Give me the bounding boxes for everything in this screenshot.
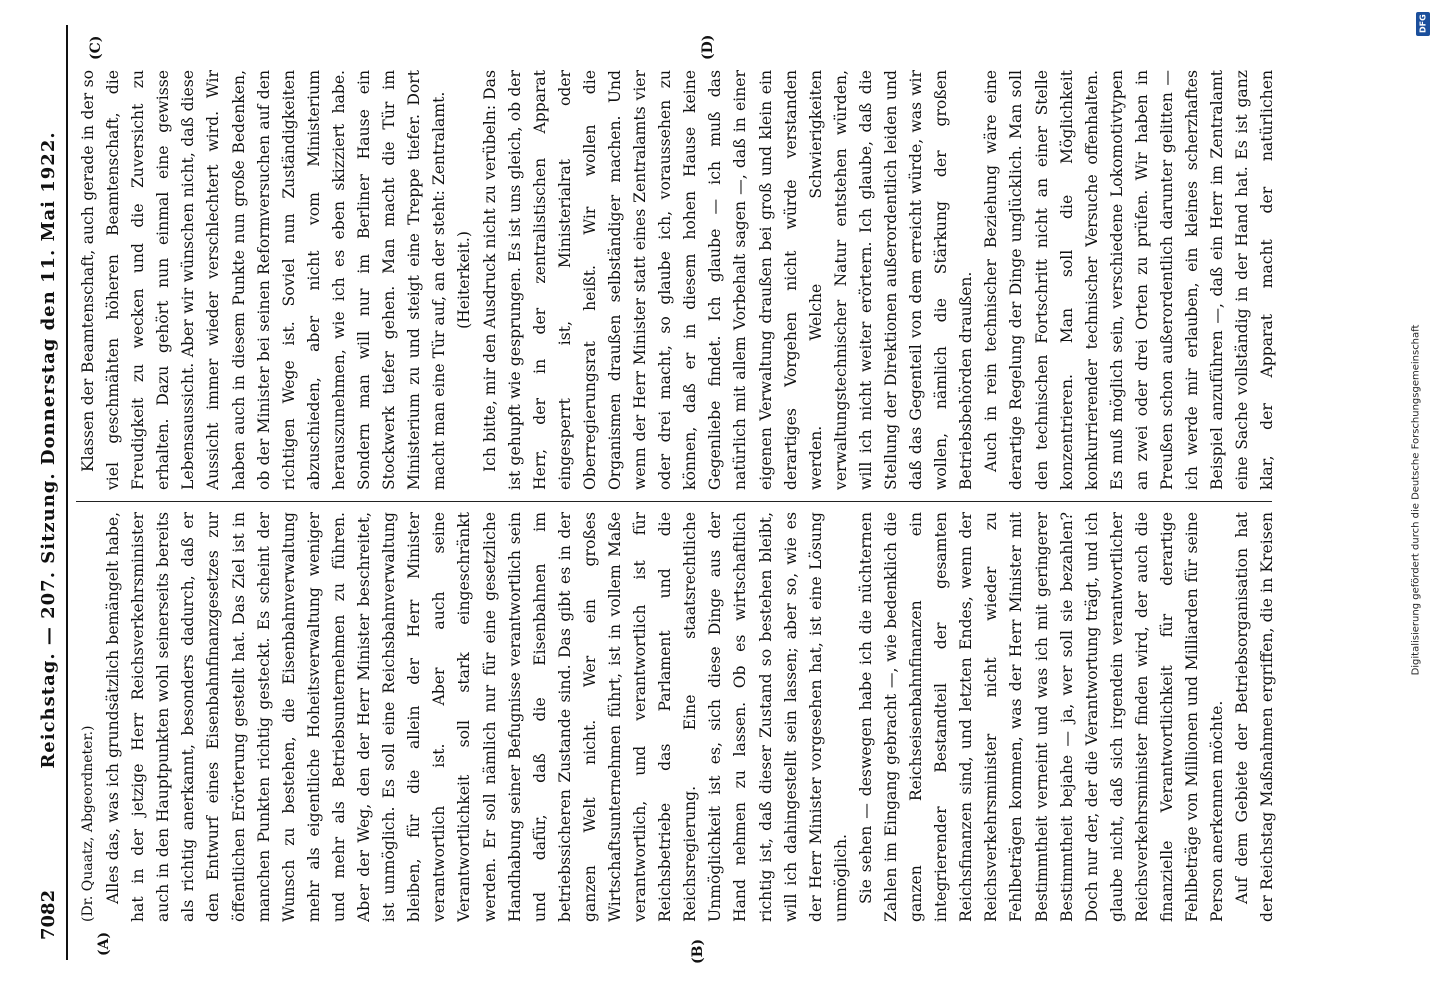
text-paragraph: Auf dem Gebiete der Betriebsorganisation hat der Reichstag Maßnahmen ergriffen, die in Kreisen [1233, 512, 1276, 922]
left-text-column [76, 512, 1276, 922]
text-paragraph: Alles das, was ich grundsätzlich bemängelt habe, hat in der jetzige Herr Reichsverkehrsminister auch in den Hauptpunkten wohl seinerseits bereits als richtig anerkannt, besonders dadurch, daß er den Entwurf eines Eisenbahnfinanzgesetzes zur öffentlichen Erörterung gestellt hat. Das Ziel ist in manchen Punkten richtig gesteckt. Es scheint der Wunsch zu bestehen, die Eisenbahnverwaltung mehr als eigentliche Hoheitsverwaltung weniger und mehr als Betriebsunternehmen zu führen. Aber der Weg, den der Herr Minister beschreitet, ist unmöglich. Es soll eine Reichsbahnverwaltung bleiben, für die allein der Herr Minister verantwortlich ist. Aber auch seine Verantwortlichkeit soll stark eingeschränkt werden. Er soll nämlich nur für eine gesetzliche Handhabung seiner Befugnisse verantwortlich sein und dafür, daß die Eisenbahnen im betriebssicheren Zustande sind. Das gibt es in der ganzen Welt nicht. Wer ein großes Wirtschaftsunternehmen führt, ist in vollem Maße verantwortlich, und verantwortlich ist für Reichsbetriebe das Parlament und die Reichsregierung. Eine staatsrechtliche Unmöglichkeit ist es, sich diese Dinge aus der Hand nehmen zu lassen. Ob es wirtschaftlich richtig ist, daß dieser Zustand so bestehen bleibt, will ich dahingestellt sein lassen; aber so, wie es der Herr Minister vorgesehen hat, ist eine Lösung unmöglich. [104, 512, 850, 922]
dfg-logo: DFG [1416, 12, 1430, 36]
margin-mark-d: (D) [700, 34, 716, 60]
column-divider [76, 501, 1272, 502]
text-paragraph: Ich bitte, mir den Ausdruck nicht zu verübeln: Das ist gehupft wie gesprungen. Es ist uns gleich, ob der Herr, der in der zentralistischen Apparat eingesperrt ist, Ministerialrat oder Oberregierungsrat heißt. Wir wollen die Organismen draußen selbständiger machen. Und wenn der Herr Minister statt eines Zentralamts vier oder drei macht, so glaube ich, voraussehen zu können, daß er in diesem hohen Hause keine Gegenliebe findet. Ich glaube — ich muß das natürlich mit allem Vorbehalt sagen —, daß in einer eigenen Verwaltung draußen bei groß und klein ein derartiges Vorgehen nicht würde verstanden werden. Welche Schwierigkeiten verwaltungstechnischer Natur entstehen würden, will ich nicht weiter erörtern. Ich glaube, daß die Stellung der Direktionen außerordentlich leiden und daß das Gegenteil von dem erreicht würde, was wir wollen, nämlich die Stärkung der großen Betriebsbehörden draußen. [480, 70, 976, 490]
text-paragraph: Sie sehen — deswegen habe ich die nüchternen Zahlen im Eingang gebracht —, wie bedenklich die ganzen Reichseisenbahnfinanzen ein integrierender Bestandteil der gesamten Reichsfinanzen sind, und letzten Endes, wenn der Reichsverkehrsminister nicht wieder zu Fehlbeträgen kommen, was der Herr Minister mit Bestimmtheit verneint und was ich mit geringerer Bestimmtheit bejahe — ja, wer soll sie bezahlen? Doch nur der, der die Verantwortung trägt, und ich glaube nicht, daß sich irgendein verantwortlicher Reichsverkehrsminister finden wird, der auch die finanzielle Verantwortlichkeit für derartige Fehlbeträge von Millionen und Milliarden für seine Person anerkennen möchte. [856, 512, 1227, 922]
margin-mark-b: (B) [690, 938, 706, 964]
digitization-credit: Digitalisierung gefördert durch die Deutsche Forschungsgemeinschaft [1410, 324, 1422, 676]
margin-mark-a: (A) [96, 931, 112, 956]
page-header [38, 30, 66, 940]
header-rule [66, 25, 68, 960]
margin-mark-c: (C) [88, 35, 104, 60]
session-heading: Reichstag. — 207. Sitzung. Donnerstag den 11. Mai 1922. [38, 131, 59, 769]
page-number: 7082 [38, 889, 59, 940]
right-text-column [76, 70, 1276, 490]
text-paragraph: Klassen der Beamtenschaft, auch gerade in der so viel geschmähten höheren Beamtenschaft, die Freudigkeit zu wecken und die Zuversicht zu erhalten. Dazu gehört nun einmal eine gewisse Lebensaussicht. Aber wir wünschen nicht, daß diese Aussicht immer wieder verschlechtert wird. Wir haben auch in diesem Punkte nun große Bedenken, ob der Minister bei seinen Reformversuchen auf den richtigen Wege ist. Soviel nun Zuständigkeiten abzuschieden, aber nicht vom Ministerium herauszunehmen, wie ich es eben skizziert habe. Sondern man will nur im Berliner Hause ein Stockwerk tiefer gehen. Man macht die Tür im Ministerium zu und steigt eine Treppe tiefer. Dort macht man eine Tür auf, an der steht: Zentralamt. [79, 70, 449, 490]
speaker-attribution: (Dr. Quaatz, Abgeordneter.) [80, 725, 96, 922]
interjection: (Heiterkeit.) [455, 231, 474, 329]
text-paragraph: Auch in rein technischer Beziehung wäre eine derartige Regelung der Dinge unglücklich. Man soll den technischen Fortschritt nicht an einer Stelle konzentrieren. Man soll die Möglichkeit konkurrierender technischer Versuche offenhalten. Es muß möglich sein, verschiedene Lokomotivtypen an zwei oder drei Orten zu prüfen. Wir haben in Preußen schon außerordentlich darunter gelitten — ich werde mir erlauben, ein kleines scherzhaftes Beispiel anzuführen —, daß ein Herr im Zentralamt eine Sache vollständig in der Hand hat. Es ist ganz klar, der Apparat macht der natürlichen [982, 70, 1276, 490]
